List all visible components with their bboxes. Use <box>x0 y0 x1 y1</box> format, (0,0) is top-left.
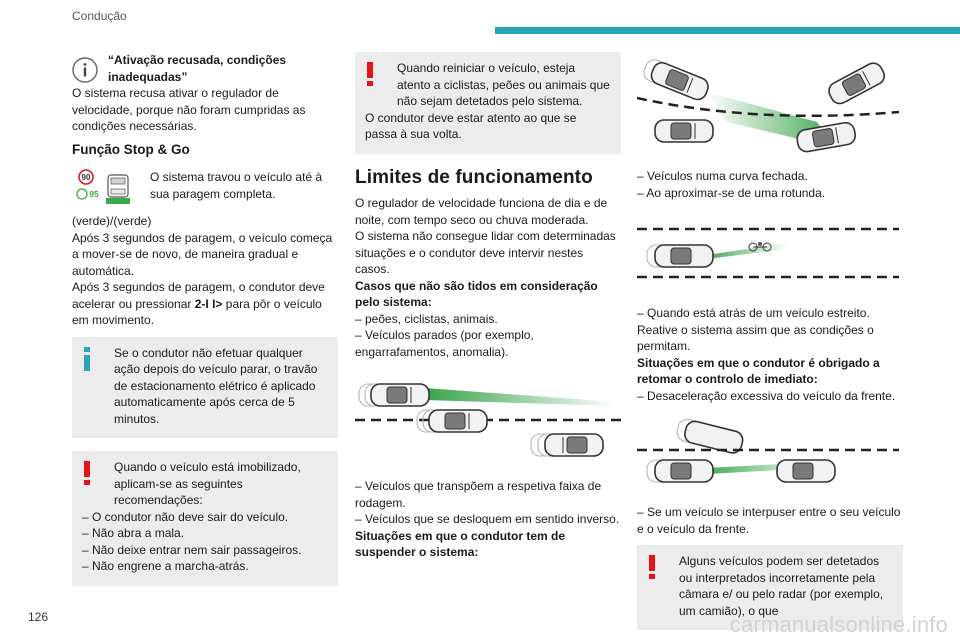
traffic-illustration-narrow-vehicle <box>637 223 903 293</box>
warning-box-restart <box>355 52 621 154</box>
page-number: 126 <box>28 610 49 624</box>
suspend-heading: Situações em que o condutor tem de suspender o sistema: <box>355 528 566 559</box>
info-icon <box>72 57 98 83</box>
after-3s-manual: Após 3 segundos de paragem, o condutor deve acelerar ou pressionar 2-I I> para pôr o veículo em movimento. <box>72 280 325 327</box>
warning-box-text: Alguns veículos podem ser detetados ou interpretados incorretamente pela câmara e/ ou pelo radar (por exemplo, um camião), o que <box>679 554 884 618</box>
after-3s-auto: Após 3 segundos de paragem, o veículo começa a mover-se de novo, de maneira gradual e automática. <box>72 230 333 278</box>
list-item: – Veículos que transpõem a respetiva faixa de rodagem. <box>355 479 602 510</box>
warning-list <box>82 509 328 575</box>
verde-text: (verde)/(verde) <box>72 214 152 228</box>
reactivate-text: Reative o sistema assim que as condições o permitam. <box>637 322 874 353</box>
warning-marker-icon <box>365 62 375 86</box>
speed-limit-value: 90 <box>81 173 91 182</box>
list-item: – Ao aproximar-se de uma rotunda. <box>637 185 826 200</box>
warning-marker-icon <box>647 555 657 579</box>
limits-heading: Limites de funcionamento <box>355 166 593 188</box>
immediate-heading: Situações em que o condutor é obrigado a retomar o controlo de imediato: <box>637 355 880 386</box>
key-label: 2-I I> <box>194 296 223 311</box>
list-item: – O condutor não deve sair do veículo. <box>82 509 289 524</box>
header-title: Condução <box>72 9 127 23</box>
narrow-vehicle-item: – Quando está atrás de um veículo estreito. <box>637 306 870 320</box>
header-accent-bar <box>495 27 960 34</box>
cut-in-item: – Se um veículo se interpuser entre o seu veículo e o veículo da frente. <box>637 505 901 536</box>
watermark: carmanualsonline.info <box>729 612 948 637</box>
speed-set-value: 95 <box>89 190 99 199</box>
cases-list-2 <box>355 478 621 528</box>
speed-car-icon <box>72 167 136 207</box>
warning-box-immobilized <box>72 451 338 586</box>
info-box-parking-brake <box>72 337 338 439</box>
warning-marker-icon <box>82 461 92 485</box>
list-item: – Veículos que se desloquem em sentido inverso. <box>355 512 620 526</box>
stopgo-heading: Função Stop & Go <box>72 141 190 157</box>
limits-p2: O sistema não consegue lidar com determinadas situações e o condutor deve intervir nestes casos. <box>355 229 616 276</box>
info-note-body: O sistema recusa ativar o regulador de velocidade, porque não foram cumpridas as condições necessárias. <box>72 86 306 133</box>
limits-p1: O regulador de velocidade funciona de dia e de noite, com tempo seco ou chuva moderada. <box>355 196 608 227</box>
column-2 <box>355 52 621 561</box>
cases-list <box>355 311 621 361</box>
traffic-illustration-curve <box>637 52 903 156</box>
list-item: – Não engrene a marcha-atrás. <box>82 559 249 573</box>
info-note <box>72 52 338 85</box>
cases-heading: Casos que não são tidos em consideração pelo sistema: <box>355 278 598 309</box>
list-item: – Não deixe entrar nem sair passageiros. <box>82 542 302 557</box>
traffic-illustration-oncoming <box>355 378 621 468</box>
info-box-text: Se o condutor não efetuar qualquer ação depois do veículo parar, o travão de estacionamento elétrico é aplicado automaticamente após cerca de 5 minutos. <box>114 345 318 426</box>
info-marker-icon <box>82 347 92 371</box>
stopgo-row <box>72 167 338 207</box>
list-item: – Veículos parados (por exemplo, engarrafamentos, anomalia). <box>355 328 534 359</box>
column-1 <box>72 52 338 586</box>
list-item: – Não abra a mala. <box>82 526 185 540</box>
deceleration-item: – Desaceleração excessiva do veículo da frente. <box>637 388 896 403</box>
warning-box-text-a: Quando reiniciar o veículo, esteja atento a ciclistas, peões ou animais que não sejam detetados pelo sistema. <box>397 61 610 108</box>
stopgo-text: O sistema travou o veículo até à sua paragem completa. <box>150 170 323 201</box>
list-item: – peões, ciclistas, animais. <box>355 311 498 326</box>
curve-list <box>637 168 903 201</box>
warning-box-text-b: O condutor deve estar atento ao que se passa à sua volta. <box>365 110 577 141</box>
list-item: – Veículos numa curva fechada. <box>637 169 808 183</box>
traffic-illustration-cut-in <box>637 418 903 494</box>
column-3 <box>637 52 903 630</box>
warning-box-intro: Quando o veículo está imobilizado, aplicam-se as seguintes recomendações: <box>114 460 301 507</box>
info-note-title: “Ativação recusada, condições inadequadas” <box>108 53 287 84</box>
